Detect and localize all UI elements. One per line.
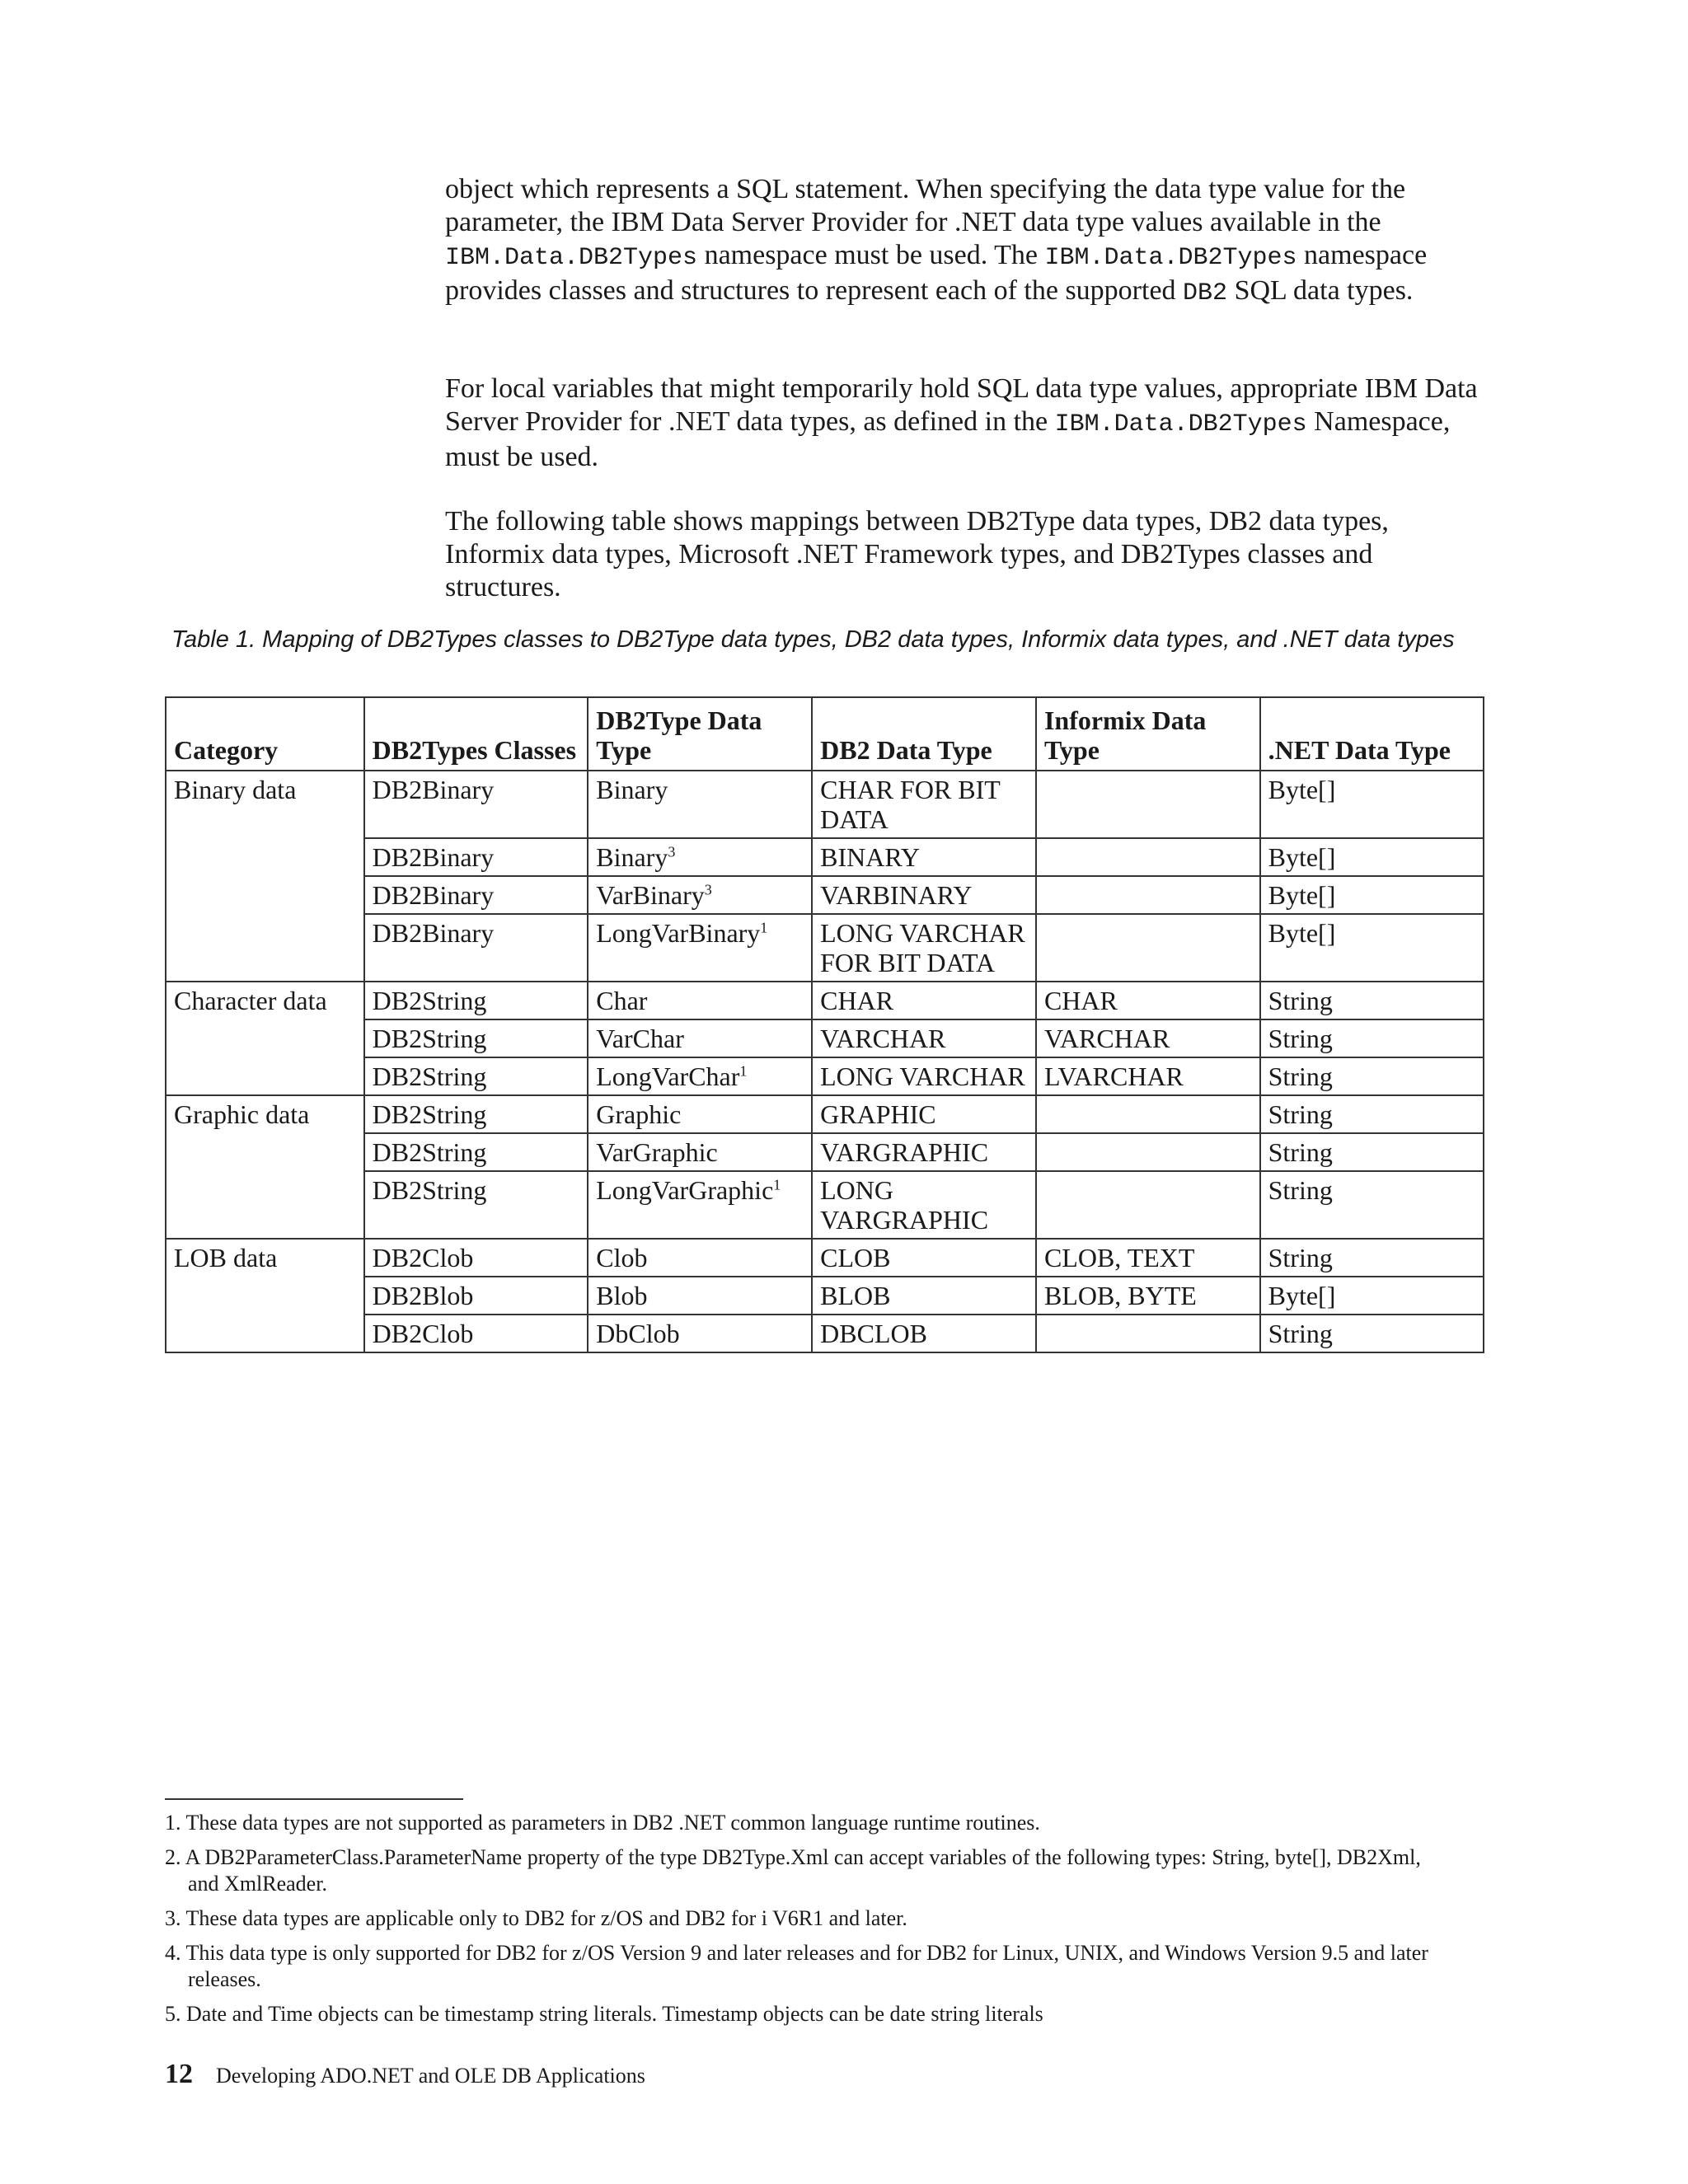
cell-db2type-text: Graphic xyxy=(596,1099,682,1129)
cell-db2-data-type: VARCHAR xyxy=(812,1019,1036,1057)
paragraph-1-text-b: namespace must be used. The xyxy=(697,240,1045,270)
cell-db2-data-type: BINARY xyxy=(812,838,1036,876)
cell-informix-data-type: LVARCHAR xyxy=(1036,1057,1260,1095)
cell-informix-data-type xyxy=(1036,1171,1260,1239)
header-db2-data-type: DB2 Data Type xyxy=(812,697,1036,771)
cell-db2-data-type: DBCLOB xyxy=(812,1315,1036,1352)
cell-db2types-class: DB2String xyxy=(364,1019,588,1057)
cell-db2type xyxy=(588,1057,812,1095)
footnote: 4. This data type is only supported for DB2 for z/OS Version 9 and later releases and for DB2 for Linux, UNIX, and Windows Version 9.5 and later releases. xyxy=(165,1941,1428,1991)
cell-net-data-type: Byte[] xyxy=(1260,838,1484,876)
cell-net-data-type: String xyxy=(1260,982,1484,1019)
cell-category: Binary data xyxy=(166,771,364,982)
paragraph-1-text-c: namespace provides classes and structures to represent each of the supported xyxy=(445,240,1428,306)
cell-net-data-type: Byte[] xyxy=(1260,1277,1484,1315)
cell-db2types-class: DB2Clob xyxy=(364,1315,588,1352)
cell-db2-data-type: CHAR FOR BIT DATA xyxy=(812,771,1036,838)
cell-net-data-type: String xyxy=(1260,1315,1484,1352)
cell-db2type-text: VarGraphic xyxy=(596,1137,718,1167)
footnote-ref: 3 xyxy=(668,843,676,860)
cell-informix-data-type xyxy=(1036,771,1260,838)
code-namespace: IBM.Data.DB2Types xyxy=(1044,244,1297,272)
cell-net-data-type: Byte[] xyxy=(1260,914,1484,982)
cell-informix-data-type xyxy=(1036,838,1260,876)
paragraph-2-text-b: Namespace, must be used. xyxy=(445,406,1451,472)
cell-db2type-text: Blob xyxy=(596,1281,648,1310)
table-row xyxy=(166,914,1484,982)
mapping-table xyxy=(165,696,1484,1353)
cell-db2type-text: Char xyxy=(596,986,648,1015)
cell-db2type xyxy=(588,1315,812,1352)
book-title: Developing ADO.NET and OLE DB Applications xyxy=(216,2064,645,2088)
footnote-rule xyxy=(165,1798,463,1800)
cell-db2-data-type: VARGRAPHIC xyxy=(812,1133,1036,1171)
table-row xyxy=(166,771,1484,838)
cell-db2type xyxy=(588,1277,812,1315)
footnote-ref: 1 xyxy=(760,919,768,936)
cell-db2type-text: VarChar xyxy=(596,1024,684,1053)
cell-db2types-class: DB2String xyxy=(364,1057,588,1095)
cell-db2-data-type: LONG VARGRAPHIC xyxy=(812,1171,1036,1239)
cell-db2type-text: Binary xyxy=(596,775,668,804)
paragraph-1-text-a: object which represents a SQL statement. When specifying the data type value for the parameter, the IBM Data Server Provider for .NET data type values available in the xyxy=(445,174,1406,237)
cell-category: Character data xyxy=(166,982,364,1095)
table-row xyxy=(166,1277,1484,1315)
cell-net-data-type: String xyxy=(1260,1133,1484,1171)
cell-db2type xyxy=(588,1133,812,1171)
cell-net-data-type: String xyxy=(1260,1239,1484,1277)
cell-db2-data-type: BLOB xyxy=(812,1277,1036,1315)
header-net-data-type: .NET Data Type xyxy=(1260,697,1484,771)
cell-db2-data-type: GRAPHIC xyxy=(812,1095,1036,1133)
cell-informix-data-type: BLOB, BYTE xyxy=(1036,1277,1260,1315)
paragraph-3 xyxy=(445,505,1492,604)
cell-db2type xyxy=(588,1095,812,1133)
code-namespace: IBM.Data.DB2Types xyxy=(445,244,698,272)
table-row xyxy=(166,1095,1484,1133)
cell-db2type-text: Binary xyxy=(596,842,668,872)
table-body xyxy=(166,771,1484,1352)
cell-db2-data-type: VARBINARY xyxy=(812,876,1036,914)
cell-db2types-class: DB2Binary xyxy=(364,876,588,914)
cell-db2types-class: DB2Clob xyxy=(364,1239,588,1277)
cell-db2type xyxy=(588,982,812,1019)
cell-db2-data-type: CLOB xyxy=(812,1239,1036,1277)
cell-db2-data-type: LONG VARCHAR xyxy=(812,1057,1036,1095)
paragraph-3-text: The following table shows mappings between DB2Type data types, DB2 data types, Informix data types, Microsoft .NET Framework types, and DB2Types classes and structures. xyxy=(445,506,1389,602)
footnote-ref: 1 xyxy=(739,1062,748,1080)
table-row xyxy=(166,1315,1484,1352)
cell-db2types-class: DB2Blob xyxy=(364,1277,588,1315)
cell-db2types-class: DB2Binary xyxy=(364,838,588,876)
footnotes xyxy=(165,1810,1451,2036)
cell-db2type-text: VarBinary xyxy=(596,880,705,910)
cell-net-data-type: Byte[] xyxy=(1260,876,1484,914)
paragraph-2 xyxy=(445,373,1492,474)
cell-informix-data-type xyxy=(1036,1095,1260,1133)
cell-net-data-type: String xyxy=(1260,1095,1484,1133)
cell-db2-data-type: LONG VARCHAR FOR BIT DATA xyxy=(812,914,1036,982)
cell-informix-data-type: CHAR xyxy=(1036,982,1260,1019)
paragraph-1-text-d: SQL data types. xyxy=(1227,275,1414,306)
footnote: 2. A DB2ParameterClass.ParameterName property of the type DB2Type.Xml can accept variables of the following types: String, byte[], DB2Xml, and XmlReader. xyxy=(165,1845,1421,1896)
table-row xyxy=(166,1019,1484,1057)
paragraph-1 xyxy=(445,173,1492,310)
footnote: 1. These data types are not supported as parameters in DB2 .NET common language runtime routines. xyxy=(165,1811,1040,1835)
cell-informix-data-type xyxy=(1036,1315,1260,1352)
cell-db2type-text: LongVarChar xyxy=(596,1062,740,1091)
cell-db2type xyxy=(588,838,812,876)
table-row xyxy=(166,876,1484,914)
cell-db2type xyxy=(588,1171,812,1239)
cell-db2types-class: DB2String xyxy=(364,982,588,1019)
cell-db2type xyxy=(588,914,812,982)
cell-db2types-class: DB2String xyxy=(364,1171,588,1239)
table-row xyxy=(166,1133,1484,1171)
table-caption: Table 1. Mapping of DB2Types classes to DB2Type data types, DB2 data types, Informix data types, and .NET data types xyxy=(171,626,1455,653)
table-header-row xyxy=(166,697,1484,771)
cell-informix-data-type: VARCHAR xyxy=(1036,1019,1260,1057)
cell-db2type-text: DbClob xyxy=(596,1319,680,1348)
code-db2: DB2 xyxy=(1183,279,1228,307)
page-footer xyxy=(165,2059,645,2090)
footnote-ref: 3 xyxy=(704,881,712,898)
table-row xyxy=(166,982,1484,1019)
page-number: 12 xyxy=(165,2059,193,2089)
code-namespace: IBM.Data.DB2Types xyxy=(1054,410,1307,438)
cell-category: Graphic data xyxy=(166,1095,364,1239)
cell-db2type xyxy=(588,876,812,914)
header-db2types-classes: DB2Types Classes xyxy=(364,697,588,771)
cell-informix-data-type: CLOB, TEXT xyxy=(1036,1239,1260,1277)
cell-db2types-class: DB2String xyxy=(364,1095,588,1133)
cell-db2type xyxy=(588,771,812,838)
cell-db2type-text: LongVarGraphic xyxy=(596,1175,774,1205)
cell-db2-data-type: CHAR xyxy=(812,982,1036,1019)
footnote-ref: 1 xyxy=(773,1176,781,1193)
cell-db2type-text: Clob xyxy=(596,1243,648,1272)
cell-db2types-class: DB2String xyxy=(364,1133,588,1171)
cell-db2types-class: DB2Binary xyxy=(364,914,588,982)
cell-category: LOB data xyxy=(166,1239,364,1352)
footnote: 5. Date and Time objects can be timestamp string literals. Timestamp objects can be date string literals xyxy=(165,2002,1043,2026)
cell-net-data-type: String xyxy=(1260,1019,1484,1057)
cell-db2types-class: DB2Binary xyxy=(364,771,588,838)
cell-db2type xyxy=(588,1239,812,1277)
header-informix-data-type: Informix Data Type xyxy=(1036,697,1260,771)
table-row xyxy=(166,1239,1484,1277)
header-category: Category xyxy=(166,697,364,771)
header-db2type-data-type: DB2Type Data Type xyxy=(588,697,812,771)
cell-informix-data-type xyxy=(1036,1133,1260,1171)
table-row xyxy=(166,1057,1484,1095)
cell-informix-data-type xyxy=(1036,876,1260,914)
cell-db2type-text: LongVarBinary xyxy=(596,918,761,948)
cell-net-data-type: String xyxy=(1260,1171,1484,1239)
cell-net-data-type: String xyxy=(1260,1057,1484,1095)
footnote: 3. These data types are applicable only to DB2 for z/OS and DB2 for i V6R1 and later. xyxy=(165,1906,907,1930)
table-row xyxy=(166,1171,1484,1239)
paragraph-2-text-a: For local variables that might temporarily hold SQL data type values, appropriate IBM Data Server Provider for .NET data types, as defined in the xyxy=(445,373,1478,437)
table-row xyxy=(166,838,1484,876)
cell-net-data-type: Byte[] xyxy=(1260,771,1484,838)
cell-db2type xyxy=(588,1019,812,1057)
cell-informix-data-type xyxy=(1036,914,1260,982)
